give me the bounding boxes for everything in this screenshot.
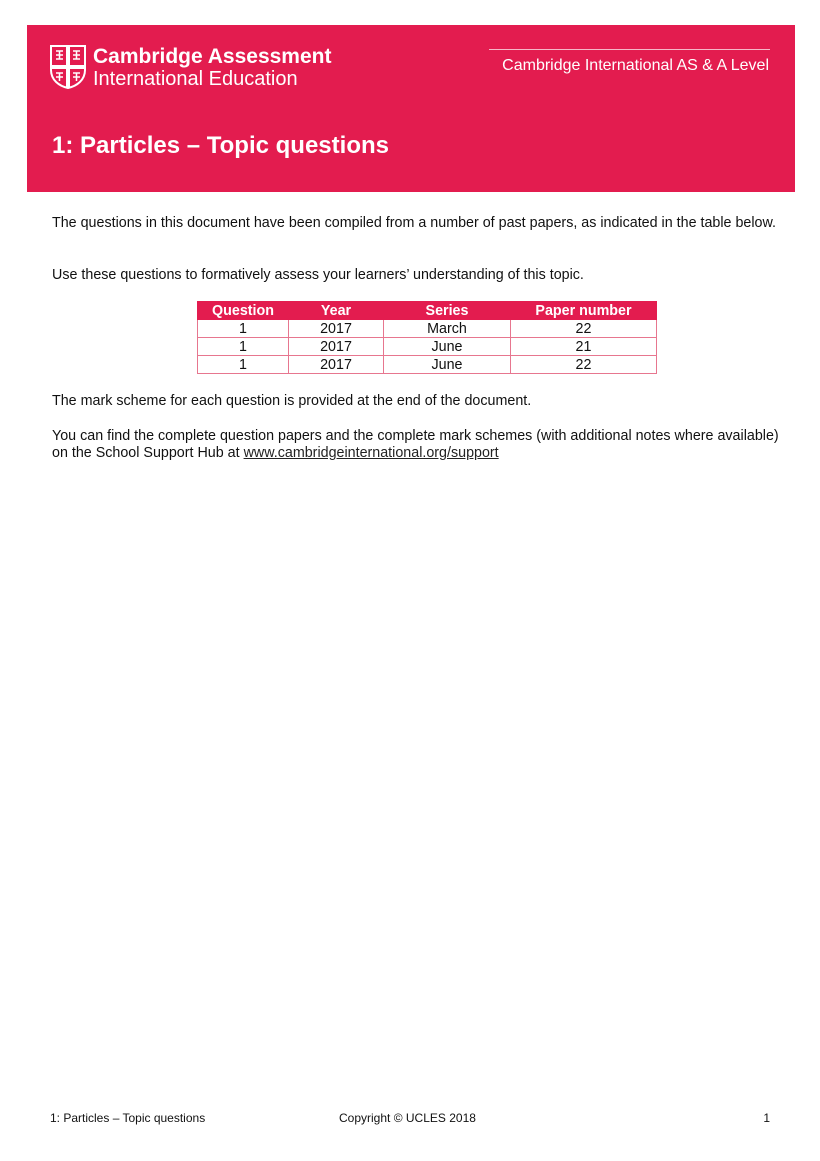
cell-year: 2017 (289, 338, 384, 356)
usage-paragraph: Use these questions to formatively assess your learners’ understanding of this topic. (52, 267, 584, 283)
past-papers-table (197, 301, 657, 374)
header-banner (27, 25, 795, 192)
cell-series: June (384, 356, 511, 374)
header-divider (489, 49, 770, 50)
table-header-row (198, 302, 657, 320)
footer-document-title: 1: Particles – Topic questions (50, 1111, 206, 1125)
cell-paper-number: 22 (511, 320, 657, 338)
cell-series: June (384, 338, 511, 356)
column-header-year: Year (289, 302, 384, 320)
table-row (198, 338, 657, 356)
table-row (198, 320, 657, 338)
column-header-paper-number: Paper number (511, 302, 657, 320)
page-title: 1: Particles – Topic questions (52, 132, 389, 159)
column-header-series: Series (384, 302, 511, 320)
footer-copyright: Copyright © UCLES 2018 (339, 1111, 476, 1125)
logo-wordmark-line1: Cambridge Assessment (93, 45, 332, 68)
cell-paper-number: 21 (511, 338, 657, 356)
support-hub-link[interactable]: www.cambridgeinternational.org/support (243, 445, 499, 461)
footer-page-number: 1 (763, 1111, 770, 1125)
table-row (198, 356, 657, 374)
support-paragraph (52, 428, 782, 462)
cell-question: 1 (198, 356, 289, 374)
cell-series: March (384, 320, 511, 338)
intro-paragraph: The questions in this document have been compiled from a number of past papers, as indicated in the table below. (52, 215, 777, 231)
support-text: You can find the complete question papers and the complete mark schemes (with additional notes where available) on the School Support Hub at (52, 428, 779, 461)
qualification-label: Cambridge International AS & A Level (502, 57, 769, 74)
university-shield-icon (50, 45, 86, 89)
cell-question: 1 (198, 320, 289, 338)
cell-year: 2017 (289, 356, 384, 374)
cell-year: 2017 (289, 320, 384, 338)
cell-question: 1 (198, 338, 289, 356)
column-header-question: Question (198, 302, 289, 320)
mark-scheme-paragraph: The mark scheme for each question is provided at the end of the document. (52, 393, 532, 409)
logo-wordmark-line2: International Education (93, 68, 298, 90)
cell-paper-number: 22 (511, 356, 657, 374)
